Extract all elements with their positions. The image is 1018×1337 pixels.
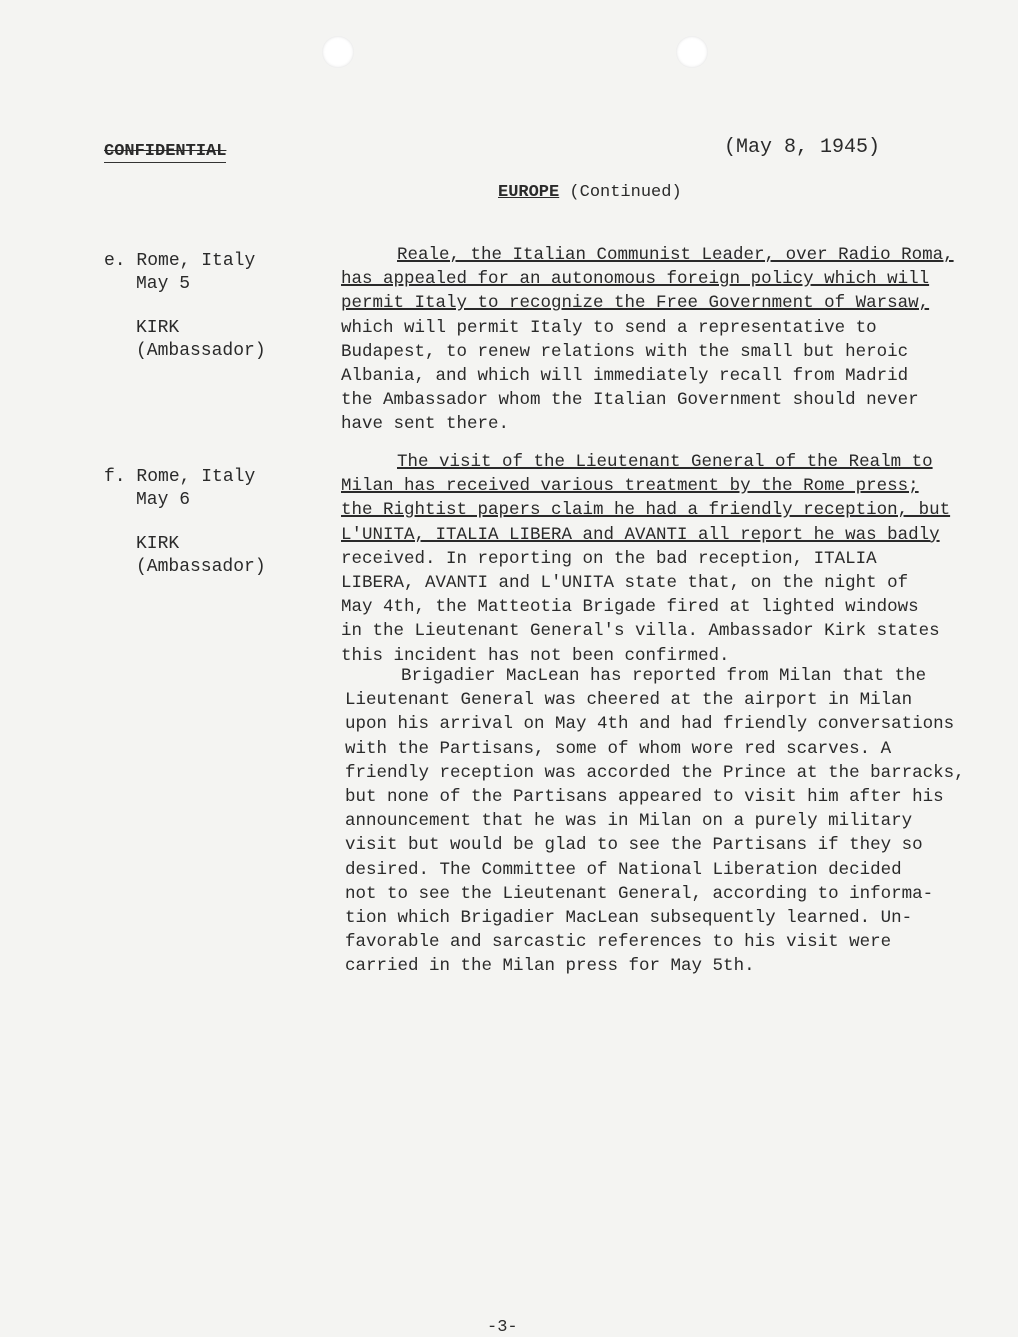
paragraph-line: favorable and sarcastic references to his visit were: [345, 932, 892, 953]
paragraph-line: have sent there.: [341, 414, 510, 435]
paragraph-line: not to see the Lieutenant General, according to informa-: [345, 883, 934, 904]
paragraph-line: LIBERA, AVANTI and L'UNITA state that, on the night of: [341, 573, 909, 594]
entry-e-date: May 5: [136, 274, 191, 294]
entry-e-meta: [104, 250, 266, 363]
entry-e-place: Rome, Italy: [136, 251, 256, 271]
paragraph-line: Budapest, to renew relations with the small but heroic: [341, 341, 909, 362]
paragraph-line: Milan has received various treatment by the Rome press;: [341, 476, 919, 497]
entry-f-date: May 6: [136, 490, 191, 510]
entry-f-meta: [104, 466, 266, 579]
entry-f-letter: f.: [104, 467, 126, 487]
entry-e-sender-title: (Ambassador): [136, 341, 266, 361]
paragraph-line: tion which Brigadier MacLean subsequently learned. Un-: [345, 908, 913, 929]
entry-f-sender-title: (Ambassador): [136, 557, 266, 577]
entry-f-place: Rome, Italy: [136, 467, 256, 487]
page-number: -3-: [487, 1318, 518, 1337]
document-date: (May 8, 1945): [724, 136, 881, 159]
entry-f-sender: KIRK: [136, 534, 180, 554]
entry-e-letter: e.: [104, 251, 126, 271]
paragraph-line: the Ambassador whom the Italian Government should never: [341, 390, 919, 411]
paragraph-line: which will permit Italy to send a representative to: [341, 317, 877, 338]
paragraph-line: received. In reporting on the bad reception, ITALIA: [341, 548, 877, 569]
paragraph-line: in the Lieutenant General's villa. Ambassador Kirk states: [341, 621, 940, 642]
paragraph-line: visit but would be glad to see the Partisans if they so: [345, 835, 923, 856]
punch-hole-left: [322, 36, 354, 68]
paragraph-line: friendly reception was accorded the Prince at the barracks,: [345, 762, 965, 783]
section-suffix: (Continued): [569, 183, 682, 202]
entry-e-paragraph: [341, 243, 981, 437]
paragraph-line: the Rightist papers claim he had a friendly reception, but: [341, 500, 951, 521]
entry-e-sender: KIRK: [136, 318, 180, 338]
paragraph-line: with the Partisans, some of whom wore red scarves. A: [345, 738, 892, 759]
paragraph-line: Brigadier MacLean has reported from Milan that the: [401, 666, 927, 686]
paragraph-line: The visit of the Lieutenant General of the Realm to: [397, 452, 933, 472]
paragraph-line: announcement that he was in Milan on a purely military: [345, 811, 913, 832]
punch-hole-right: [676, 36, 708, 68]
paragraph-line: L'UNITA, ITALIA LIBERA and AVANTI all report he was badly: [341, 524, 940, 545]
entry-f-paragraph: [341, 450, 981, 668]
section-title: EUROPE: [498, 183, 560, 202]
paragraph-line: May 4th, the Matteotia Brigade fired at lighted windows: [341, 597, 919, 618]
paragraph-line: carried in the Milan press for May 5th.: [345, 956, 755, 977]
paragraph-line: permit Italy to recognize the Free Government of Warsaw,: [341, 293, 930, 314]
paragraph-line: but none of the Partisans appeared to visit him after his: [345, 787, 944, 808]
entry-f-continuation: [345, 664, 985, 979]
paragraph-line: this incident has not been confirmed.: [341, 645, 730, 666]
paragraph-line: Lieutenant General was cheered at the airport in Milan: [345, 690, 913, 711]
classification-stamp: CONFIDENTIAL: [104, 142, 227, 161]
paragraph-line: Reale, the Italian Communist Leader, over Radio Roma,: [397, 245, 954, 265]
section-heading: [498, 183, 682, 202]
paragraph-line: has appealed for an autonomous foreign policy which will: [341, 269, 930, 290]
paragraph-line: desired. The Committee of National Liberation decided: [345, 859, 902, 880]
paragraph-line: Albania, and which will immediately recall from Madrid: [341, 366, 909, 387]
paragraph-line: upon his arrival on May 4th and had friendly conversations: [345, 714, 955, 735]
